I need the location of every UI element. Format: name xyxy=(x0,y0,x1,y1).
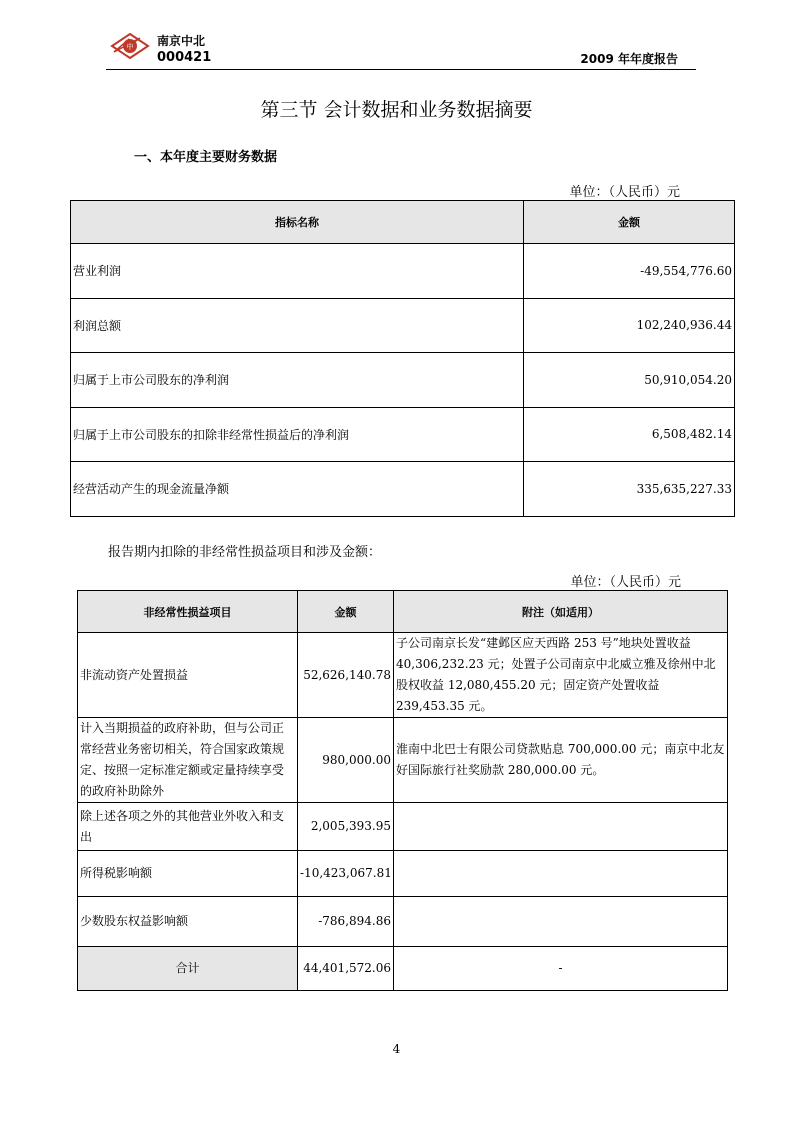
column-header: 金额 xyxy=(298,591,394,633)
column-header: 金额 xyxy=(524,201,735,244)
amount-value: 52,626,140.78 xyxy=(298,633,394,718)
column-header: 指标名称 xyxy=(71,201,524,244)
table-row xyxy=(71,298,735,353)
company-name: 南京中北 xyxy=(157,34,206,48)
financial-data-table xyxy=(70,200,735,517)
table-row xyxy=(78,718,728,803)
item-name: 除上述各项之外的其他营业外收入和支出 xyxy=(78,803,298,851)
unit-label: 单位：（人民币）元 xyxy=(570,575,681,590)
note-text xyxy=(394,803,728,851)
table-row xyxy=(78,633,728,718)
note-text: 子公司南京长发“建邺区应天西路 253 号”地块处置收益 40,306,232.23 元；处置子公司南京中北威立雅及徐州中北股权收益 12,080,455.20 元；固定资产处置收益 239,453.35 元。 xyxy=(394,633,728,718)
total-label: 合计 xyxy=(78,947,298,991)
amount-value: 102,240,936.44 xyxy=(524,298,735,353)
item-name: 计入当期损益的政府补助，但与公司正常经营业务密切相关，符合国家政策规定、按照一定标准定额或定量持续享受的政府补助除外 xyxy=(78,718,298,803)
paragraph-text: 报告期内扣除的非经常性损益项目和涉及金额： xyxy=(108,545,382,560)
note-text: 淮南中北巴士有限公司贷款贴息 700,000.00 元；南京中北友好国际旅行社奖励款 280,000.00 元。 xyxy=(394,718,728,803)
table-header-row xyxy=(78,591,728,633)
non-recurring-items-table xyxy=(77,590,728,991)
header-divider xyxy=(106,69,696,70)
indicator-name: 归属于上市公司股东的扣除非经常性损益后的净利润 xyxy=(71,407,524,462)
table-row xyxy=(71,407,735,462)
amount-value: 2,005,393.95 xyxy=(298,803,394,851)
page-number: 4 xyxy=(392,1042,401,1056)
indicator-name: 营业利润 xyxy=(71,244,524,299)
table-row xyxy=(78,897,728,947)
company-logo-icon xyxy=(110,30,150,60)
section-title: 第三节 会计数据和业务数据摘要 xyxy=(260,99,533,121)
indicator-name: 经营活动产生的现金流量净额 xyxy=(71,462,524,517)
column-header: 附注（如适用） xyxy=(394,591,728,633)
indicator-name: 归属于上市公司股东的净利润 xyxy=(71,353,524,408)
amount-value: 50,910,054.20 xyxy=(524,353,735,408)
indicator-name: 利润总额 xyxy=(71,298,524,353)
note-text xyxy=(394,897,728,947)
svg-text:中: 中 xyxy=(126,43,134,51)
amount-value: 980,000.00 xyxy=(298,718,394,803)
amount-value: -49,554,776.60 xyxy=(524,244,735,299)
amount-value: -10,423,067.81 xyxy=(298,851,394,897)
item-name: 少数股东权益影响额 xyxy=(78,897,298,947)
table-row xyxy=(78,803,728,851)
report-title: 2009 年年度报告 xyxy=(580,52,678,66)
unit-label: 单位：（人民币）元 xyxy=(569,185,680,200)
item-name: 非流动资产处置损益 xyxy=(78,633,298,718)
note-text xyxy=(394,851,728,897)
table-row xyxy=(71,244,735,299)
total-amount: 44,401,572.06 xyxy=(298,947,394,991)
subsection-title: 一、本年度主要财务数据 xyxy=(134,150,278,165)
amount-value: 335,635,227.33 xyxy=(524,462,735,517)
table-row xyxy=(71,462,735,517)
table-header-row xyxy=(71,201,735,244)
table-row xyxy=(78,851,728,897)
table-row xyxy=(71,353,735,408)
column-header: 非经常性损益项目 xyxy=(78,591,298,633)
total-note: - xyxy=(394,947,728,991)
item-name: 所得税影响额 xyxy=(78,851,298,897)
stock-code: 000421 xyxy=(157,50,212,65)
amount-value: 6,508,482.14 xyxy=(524,407,735,462)
amount-value: -786,894.86 xyxy=(298,897,394,947)
total-row xyxy=(78,947,728,991)
